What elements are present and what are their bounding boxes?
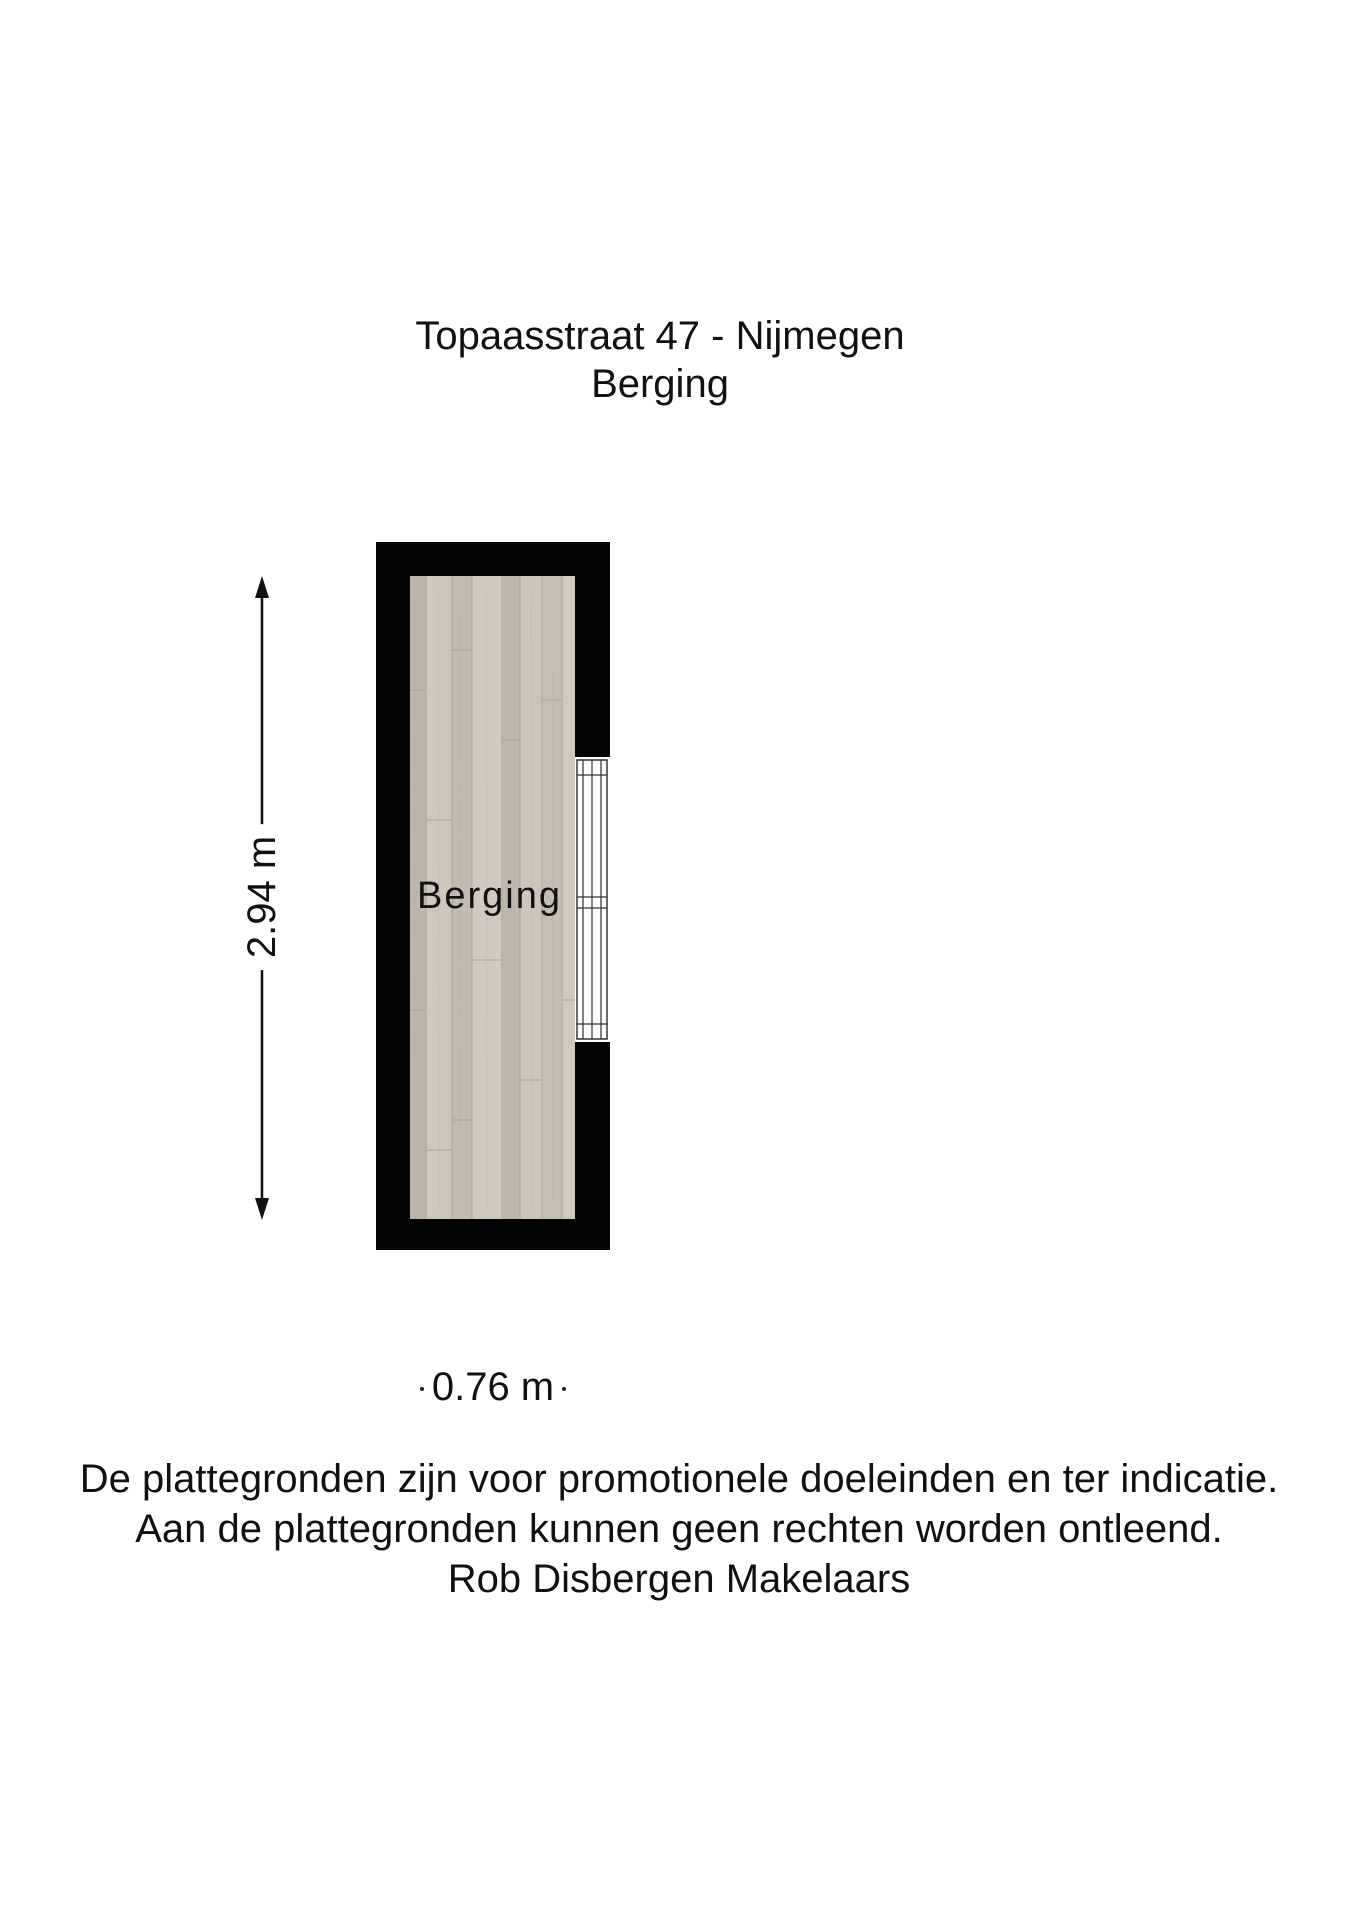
arrow-up-head [255, 576, 269, 598]
door-opening [575, 757, 610, 1042]
room-label: Berging [417, 875, 562, 917]
width-marker-left [420, 1387, 424, 1391]
width-marker-right [562, 1387, 566, 1391]
width-dimension [408, 1364, 578, 1410]
address-title: Topaasstraat 47 - Nijmegen [415, 314, 905, 358]
disclaimer [0, 1454, 1358, 1604]
height-dimension-label: 2.94 m [239, 824, 285, 970]
disclaimer-line-3: Rob Disbergen Makelaars [447, 1557, 911, 1601]
arrow-down-head [255, 1198, 269, 1220]
width-dimension-label: 0.76 m [431, 1365, 555, 1409]
disclaimer-line-1: De plattegronden zijn voor promotionele doeleinden en ter indicatie. [79, 1457, 1279, 1501]
floor-title: Berging [591, 362, 729, 406]
disclaimer-line-2: Aan de plattegronden kunnen geen rechten worden ontleend. [135, 1507, 1223, 1551]
